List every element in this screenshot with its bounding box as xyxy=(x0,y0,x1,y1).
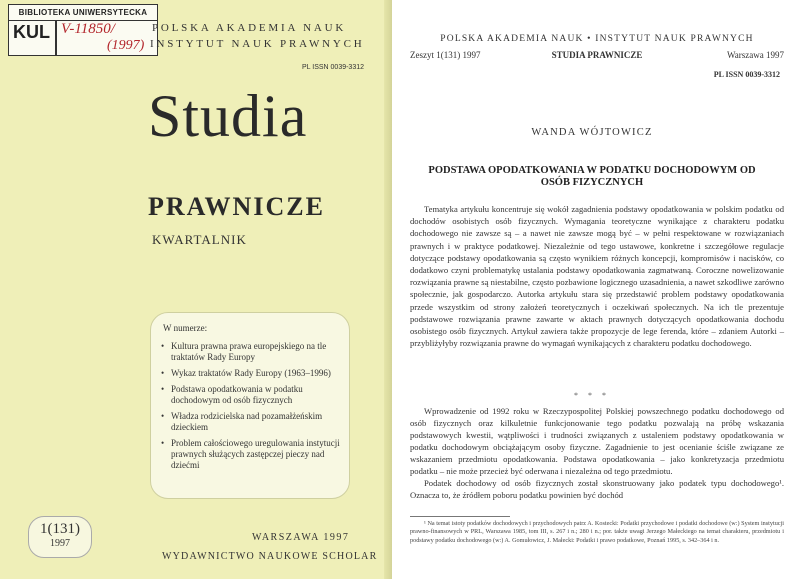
volume-badge xyxy=(28,516,92,558)
running-header-issue: Zeszyt 1(131) 1997 xyxy=(410,50,481,60)
footnote: ¹ Na temat istoty podatków dochodowych i przychodowych patrz A. Kostecki: Podatki przychodowe i podatki dochodowe (w:) System instytucji prawno-finansowych w PRL, Warszawa 1985, tom III, s. 267 i n.; 280 i n.; por. także uwagi Jerzego Małeckiego na temat charakteru, przedmiotu i podstawy podatku dochodowego (w:) A. Gomułowicz, J. Małecki: Podatki i prawo podatkowe, Poznań 1995, s. 342–364 i n. xyxy=(410,520,784,544)
contents-heading: W numerze: xyxy=(163,323,208,333)
cover-issn: PL ISSN 0039-3312 xyxy=(302,64,365,71)
footnote-rule xyxy=(410,516,510,517)
stamp-library-name: BIBLIOTEKA UNIWERSYTECKA xyxy=(9,5,157,21)
body-paragraph: Podatek dochodowy od osób fizycznych został skonstruowany jako podatek typu dochodowego¹. Oznacza to, że źródłem poboru podatku powinien być dochód xyxy=(410,478,784,500)
volume-number: 1(131) xyxy=(40,521,80,537)
cover-title: Studia xyxy=(148,83,308,149)
running-header-journal: STUDIA PRAWNICZE xyxy=(551,50,643,60)
article-author: WANDA WÓJTOWICZ xyxy=(531,127,653,138)
article-title: PODSTAWA OPODATKOWANIA W PODATKU DOCHODOWYM OD OSÓB FIZYCZNYCH xyxy=(428,165,756,188)
page-running-header xyxy=(410,50,784,63)
section-separator: * * * xyxy=(574,391,610,400)
contents-box xyxy=(150,312,350,499)
stamp-divider xyxy=(55,20,57,55)
contents-item: • Problem całościowego uregulowania instytucji prawnych służących zastępczej pieczy nad dziećmi xyxy=(161,438,341,471)
article-body xyxy=(410,405,784,501)
stamp-year: (1997) xyxy=(107,38,145,53)
contents-list xyxy=(161,341,341,476)
contents-item: • Wykaz traktatów Rady Europy (1963–1996) xyxy=(161,368,341,379)
article-abstract: Tematyka artykułu koncentruje się wokół zagadnienia podstawy opodatkowania w polskim podatku od dochodów osobistych osób fizycznych. Wymagania teoretyczne wynikające z charakteru podatku dochodowego nie zawsze są – a nawet nie zawsze mogą być – w pełni respektowane w rozwiązaniach prawnych i w praktyce podatkowej. Niezależnie od tego ustawowe, konkretne i szczegółowe regulacje dotyczące podstawy opodatkowania są często wynikiem różnych koncepcji, kompromisów i nacisków, co dodatkowo czyni problematykę ustalania podstawy opodatkowania zagmatwaną. Coroczne nowelizowanie rozwiązania prawne są niestabilne, często pozbawione logicznego uzasadnienia, a nawet szkodliwe zarówno społecznie, jak gospodarczo. Autorka artykułu stara się przedstawić problem podstawy opodatkowania przede wszystkim od strony założeń teoretycznych i oczekiwań społecznych. Na ich tle prezentuje podstawowe rozwiązania prawne zawarte w aktach prawnych dotyczących opodatkowania dochodu osobistego osób fizycznych. Artykuł zawiera także propozycje de lege ferenda, które – zdaniem Autorki – przybliżyłyby rozwiązania prawne do wymagań wynikających z charakteru podatku dochodowego. xyxy=(410,204,784,349)
cover-fold-shadow xyxy=(384,0,392,579)
volume-year: 1997 xyxy=(50,538,70,549)
page-issn: PL ISSN 0039-3312 xyxy=(713,70,780,79)
cover-academy: POLSKA AKADEMIA NAUK xyxy=(152,22,347,34)
running-header-place-year: Warszawa 1997 xyxy=(726,50,784,60)
body-paragraph: Wprowadzenie od 1992 roku w Rzeczypospolitej Polskiej powszechnego podatku dochodowego od osób fizycznych oraz kilkuletnie funkcjonowanie tego podatku pozwalają na próbę wskazania podstawowych kwestii, wątpliwości i trudności związanych z ustaleniem podstawy opodatkowania w podatku dochodowym obciążającym osoby fizyczne. Zagadnienie to jest ocenianie ściśle związane ze wskazaniem przedmiotu opodatkowania. Podstawa opodatkowania – jako konkretyzacja przedmiotu podatku – nie może przecież być oderwana i niezależna od tego przedmiotu. xyxy=(410,406,784,476)
page-header-institution: POLSKA AKADEMIA NAUK • INSTYTUT NAUK PRAWNYCH xyxy=(440,34,754,44)
cover-subtitle: PRAWNICZE xyxy=(148,192,325,221)
cover-institute: INSTYTUT NAUK PRAWNYCH xyxy=(150,38,365,50)
stamp-library-code: KUL xyxy=(13,22,50,42)
cover-frequency: KWARTALNIK xyxy=(152,232,247,247)
cover-city-year: WARSZAWA 1997 xyxy=(252,532,350,543)
journal-cover xyxy=(0,0,392,579)
contents-item: • Władza rodzicielska nad pozamałżeńskim dzieckiem xyxy=(161,411,341,433)
contents-item: • Kultura prawna prawa europejskiego na tle traktatów Rady Europy xyxy=(161,341,341,363)
article-page xyxy=(392,0,800,579)
library-stamp xyxy=(8,4,158,56)
stamp-shelfmark: V-11850/ xyxy=(61,21,115,37)
cover-publisher: WYDAWNICTWO NAUKOWE SCHOLAR xyxy=(162,551,378,562)
contents-item: • Podstawa opodatkowania w podatku dochodowym od osób fizycznych xyxy=(161,384,341,406)
